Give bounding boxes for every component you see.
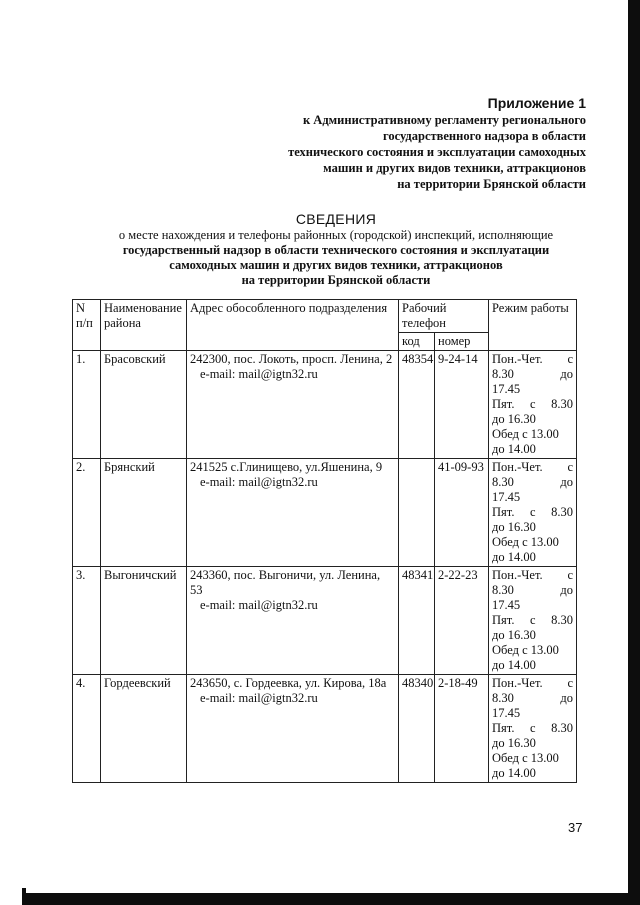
hours-line: до 14.00 — [492, 766, 536, 780]
cell-district: Брасовский — [101, 351, 187, 459]
header-num: N п/п — [73, 300, 101, 351]
hours-line: 17.45 — [492, 382, 521, 396]
hours-line: Пят. с 8.30 — [492, 505, 574, 519]
hours-line: 17.45 — [492, 490, 521, 504]
hours-line: Пон.-Чет. с — [492, 352, 574, 366]
cell-code: 48341 — [399, 567, 435, 675]
cell-district: Брянский — [101, 459, 187, 567]
appendix-title: Приложение 1 — [487, 95, 586, 111]
cell-district: Выгоничский — [101, 567, 187, 675]
cell-number: 2-22-23 — [435, 567, 489, 675]
hours-line: Пят. с 8.30 — [492, 397, 574, 411]
hours-line: Обед с 13.00 — [492, 751, 559, 765]
heading-line: государственный надзор в области технического состояния и эксплуатации — [122, 243, 550, 257]
cell-code: 48354 — [399, 351, 435, 459]
cell-address — [187, 351, 399, 459]
heading-line: на территории Брянской области — [241, 273, 431, 287]
hours-line: Обед с 13.00 — [492, 535, 559, 549]
hours-line: Пон.-Чет. с — [492, 568, 574, 582]
cell-code: 48340 — [399, 675, 435, 783]
address-text: 241525 с.Глинищево, ул.Яшенина, 9 — [190, 460, 383, 474]
heading-line: самоходных машин и других видов техники, аттракционов — [169, 258, 503, 272]
header-district: Наименование района — [101, 300, 187, 351]
hours-line: Пон.-Чет. с — [492, 676, 574, 690]
appendix-line: машин и других видов техники, аттракционов — [323, 161, 586, 175]
header-phone: Рабочий телефон — [399, 300, 489, 333]
appendix-line: государственного надзора в области — [382, 129, 586, 143]
address-text: 243360, пос. Выгоничи, ул. Ленина, 53 — [190, 568, 381, 597]
table-row — [73, 567, 577, 675]
hours-line: 17.45 — [492, 598, 521, 612]
cell-address — [187, 675, 399, 783]
appendix-block — [288, 94, 586, 192]
hours-line: Пон.-Чет. с — [492, 460, 574, 474]
address-text: 242300, пос. Локоть, просп. Ленина, 2 — [190, 352, 393, 366]
appendix-line: технического состояния и эксплуатации самоходных — [288, 145, 586, 159]
cell-number: 41-09-93 — [435, 459, 489, 567]
header-hours: Режим работы — [489, 300, 577, 351]
page-number: 37 — [568, 820, 583, 835]
hours-line: Обед с 13.00 — [492, 427, 559, 441]
cell-address — [187, 567, 399, 675]
cell-number: 2-18-49 — [435, 675, 489, 783]
hours-line: до 16.30 — [492, 628, 536, 642]
hours-line: 8.30 до — [492, 475, 574, 489]
cell-number: 9-24-14 — [435, 351, 489, 459]
page-border-bottom — [22, 893, 640, 905]
address-text: 243650, с. Гордеевка, ул. Кирова, 18а — [190, 676, 387, 690]
hours-line: 8.30 до — [492, 691, 574, 705]
header-code: код — [399, 333, 435, 351]
hours-line: 8.30 до — [492, 367, 574, 381]
cell-hours — [489, 351, 577, 459]
hours-line: до 16.30 — [492, 736, 536, 750]
cell-hours — [489, 567, 577, 675]
cell-hours — [489, 459, 577, 567]
cell-hours — [489, 675, 577, 783]
hours-line: 8.30 до — [492, 583, 574, 597]
cell-num: 4. — [73, 675, 101, 783]
appendix-line: на территории Брянской области — [397, 177, 586, 191]
hours-line: до 16.30 — [492, 412, 536, 426]
page-border-corner — [22, 888, 26, 905]
cell-num: 3. — [73, 567, 101, 675]
document-heading — [70, 210, 602, 288]
inspections-table — [72, 299, 577, 783]
hours-line: 17.45 — [492, 706, 521, 720]
heading-line: о месте нахождения и телефоны районных (городской) инспекций, исполняющие — [118, 228, 554, 242]
heading-title: СВЕДЕНИЯ — [295, 211, 377, 227]
header-address: Адрес обособленного подразделения — [187, 300, 399, 351]
hours-line: до 14.00 — [492, 442, 536, 456]
appendix-line: к Административному регламенту регионального — [302, 113, 586, 127]
hours-line: до 14.00 — [492, 550, 536, 564]
table-row — [73, 351, 577, 459]
hours-line: Пят. с 8.30 — [492, 721, 574, 735]
cell-address — [187, 459, 399, 567]
hours-line: до 16.30 — [492, 520, 536, 534]
hours-line: Пят. с 8.30 — [492, 613, 574, 627]
address-email: e-mail: mail@igtn32.ru — [200, 475, 318, 489]
header-number: номер — [435, 333, 489, 351]
cell-district: Гордеевский — [101, 675, 187, 783]
cell-num: 1. — [73, 351, 101, 459]
cell-num: 2. — [73, 459, 101, 567]
hours-line: до 14.00 — [492, 658, 536, 672]
address-email: e-mail: mail@igtn32.ru — [200, 367, 318, 381]
page-border-right — [628, 0, 640, 905]
table-header-row — [73, 300, 577, 333]
table-row — [73, 459, 577, 567]
address-email: e-mail: mail@igtn32.ru — [200, 598, 318, 612]
address-email: e-mail: mail@igtn32.ru — [200, 691, 318, 705]
hours-line: Обед с 13.00 — [492, 643, 559, 657]
table-row — [73, 675, 577, 783]
cell-code — [399, 459, 435, 567]
